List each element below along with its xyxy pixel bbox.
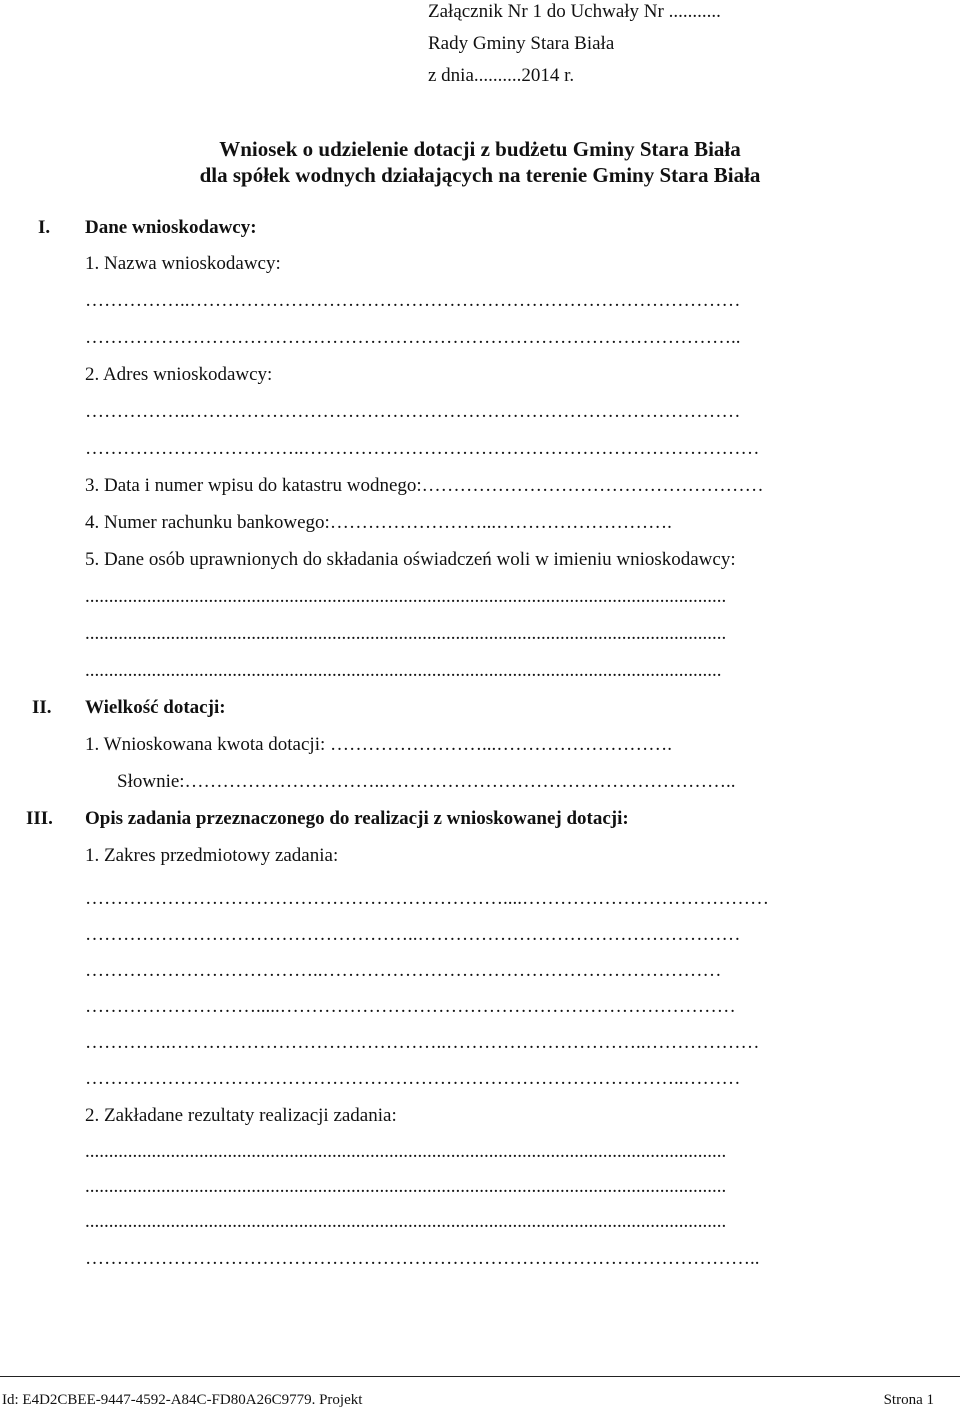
- section-1-heading: Dane wnioskodawcy:: [85, 217, 257, 238]
- page-number-footer: Strona 1: [883, 1392, 934, 1408]
- task-scope-fill-line[interactable]: …………………………………………………………....…………………………………: [85, 888, 769, 909]
- header-line-3: z dnia..........2014 r.: [428, 65, 575, 86]
- task-scope-fill-line[interactable]: …………………………………………………………………………………..………: [85, 1068, 741, 1089]
- task-scope-fill-line[interactable]: …………..……………………………………..…………………………..………………: [85, 1032, 760, 1053]
- task-scope-fill-line[interactable]: ……………………….....………………………………………………………………: [85, 996, 736, 1017]
- section-3-numeral: III.: [26, 808, 53, 829]
- task-scope-fill-line[interactable]: ………………………………..………………………………………………………: [85, 960, 722, 981]
- section-2-numeral: II.: [32, 697, 52, 718]
- expected-results-fill-line[interactable]: .......................................................................................................................................: [85, 1176, 727, 1197]
- applicant-address-fill-line[interactable]: ……………..……………………………………………………………………………: [85, 401, 741, 422]
- expected-results-fill-line[interactable]: .......................................................................................................................................: [85, 1141, 727, 1162]
- document-title-line-1: Wniosek o udzielenie dotacji z budżetu Gminy Stara Biała: [219, 137, 741, 161]
- authorized-persons-fill-line[interactable]: ......................................................................................................................................: [85, 660, 722, 681]
- applicant-name-label: 1. Nazwa wnioskodawcy:: [85, 253, 281, 274]
- header-line-1: Załącznik Nr 1 do Uchwały Nr ...........: [428, 1, 721, 22]
- header-line-2: Rady Gminy Stara Biała: [428, 33, 615, 54]
- expected-results-fill-line[interactable]: .......................................................................................................................................: [85, 1211, 727, 1232]
- expected-results-fill-line[interactable]: ……………………………………………………………………………………………..: [85, 1248, 760, 1269]
- footer-divider: [0, 1376, 960, 1377]
- section-1-numeral: I.: [38, 217, 51, 238]
- document-title-line-2: dla spółek wodnych działających na terenie Gminy Stara Biała: [199, 163, 761, 187]
- applicant-name-fill-line[interactable]: …………………………………………………………………………………………..: [85, 327, 741, 348]
- document-id-footer: Id: E4D2CBEE-9447-4592-A84C-FD80A26C9779. Projekt: [2, 1392, 363, 1408]
- applicant-address-label: 2. Adres wnioskodawcy:: [85, 364, 273, 385]
- authorized-persons-label: 5. Dane osób uprawnionych do składania oświadczeń woli w imieniu wnioskodawcy:: [85, 549, 736, 570]
- applicant-name-fill-line[interactable]: ……………..……………………………………………………………………………: [85, 290, 741, 311]
- task-scope-label: 1. Zakres przedmiotowy zadania:: [85, 845, 339, 866]
- requested-amount-field[interactable]: 1. Wnioskowana kwota dotacji: ……………………...……………………….: [85, 734, 673, 755]
- task-scope-fill-line[interactable]: ……………………………………………..……………………………………………: [85, 924, 741, 945]
- section-2-heading: Wielkość dotacji:: [85, 697, 226, 718]
- section-3-heading: Opis zadania przeznaczonego do realizacji z wnioskowanej dotacji:: [85, 808, 629, 829]
- amount-in-words-field[interactable]: Słownie:…………………………..………………………………………………..: [117, 771, 736, 792]
- authorized-persons-fill-line[interactable]: .......................................................................................................................................: [85, 586, 727, 607]
- bank-account-field[interactable]: 4. Numer rachunku bankowego:……………………...……………………….: [85, 512, 672, 533]
- applicant-address-fill-line[interactable]: ……………………………..………………………………………………………………: [85, 438, 760, 459]
- water-cadastre-entry-field[interactable]: 3. Data i numer wpisu do katastru wodnego:………………………………………………: [85, 475, 764, 496]
- authorized-persons-fill-line[interactable]: .......................................................................................................................................: [85, 623, 727, 644]
- expected-results-label: 2. Zakładane rezultaty realizacji zadania:: [85, 1105, 397, 1126]
